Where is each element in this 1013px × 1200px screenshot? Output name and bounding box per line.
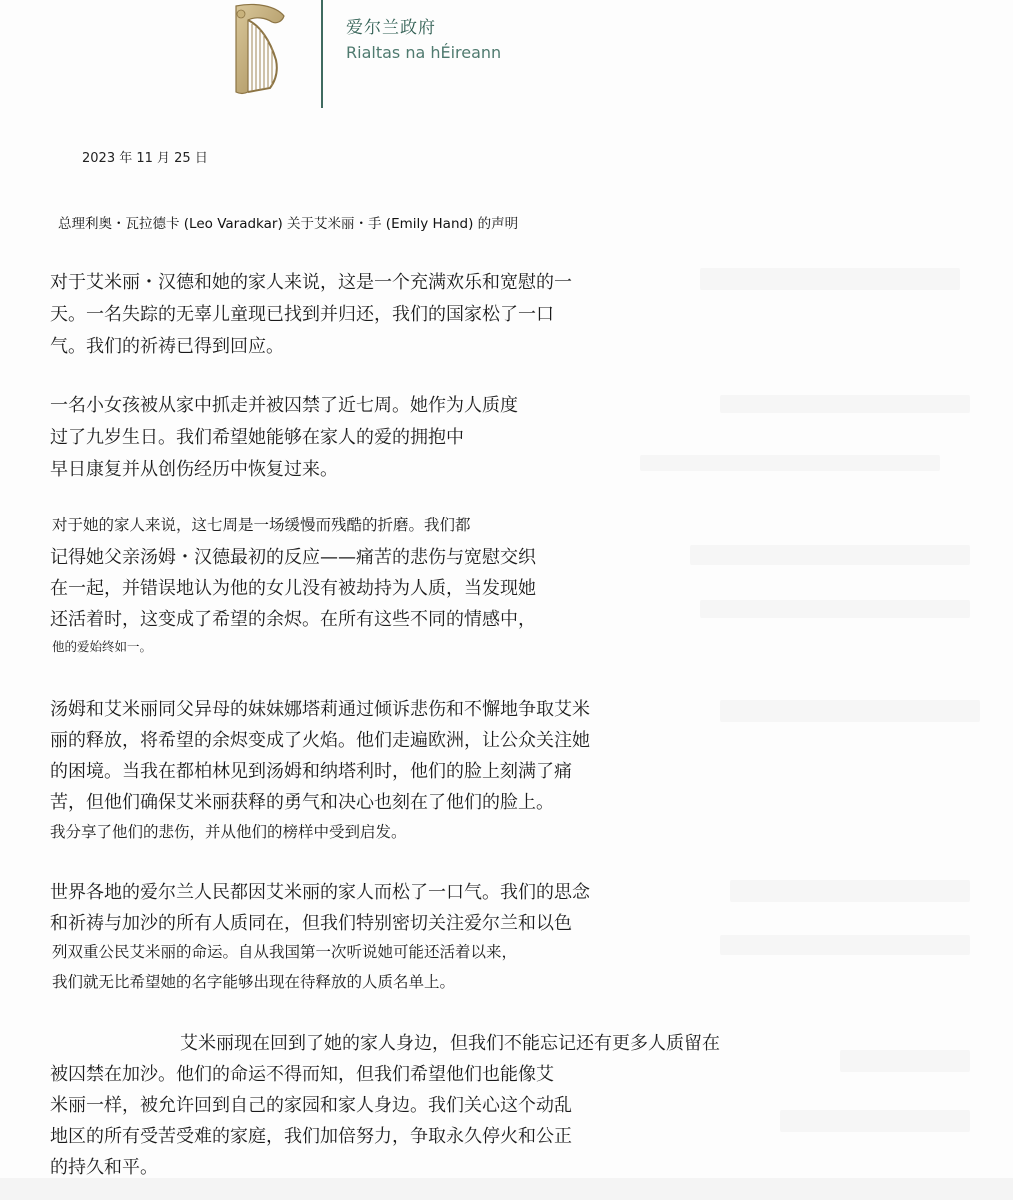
- body-line: 世界各地的爱尔兰人民都因艾米丽的家人而松了一口气。我们的思念: [50, 882, 590, 903]
- bleed-through-mark: [720, 700, 980, 722]
- body-line: 在一起，并错误地认为他的女儿没有被劫持为人质，当发现她: [50, 578, 536, 599]
- body-line: 对于艾米丽・汉德和她的家人来说，这是一个充满欢乐和宽慰的一: [50, 272, 572, 293]
- body-line: 我分享了他们的悲伤，并从他们的榜样中受到启发。: [50, 823, 407, 841]
- harp-emblem-icon: [226, 0, 290, 100]
- statement-title: 总理利奥・瓦拉德卡 (Leo Varadkar) 关于艾米丽・手 (Emily Hand) 的声明: [58, 216, 519, 232]
- bleed-through-mark: [780, 1110, 970, 1132]
- body-line: 气。我们的祈祷已得到回应。: [50, 336, 284, 357]
- body-line: 丽的释放，将希望的余烬变成了火焰。他们走遍欧洲，让公众关注她: [50, 730, 590, 751]
- body-line: 的持久和平。: [50, 1157, 158, 1178]
- body-line: 的困境。当我在都柏林见到汤姆和纳塔利时，他们的脸上刻满了痛: [50, 761, 572, 782]
- bleed-through-mark: [690, 545, 970, 565]
- body-line: 天。一名失踪的无辜儿童现已找到并归还，我们的国家松了一口: [50, 304, 554, 325]
- body-line: 他的爱始终如一。: [52, 639, 153, 654]
- bleed-through-mark: [730, 880, 970, 902]
- org-name-chinese: 爱尔兰政府: [346, 18, 436, 38]
- body-line: 记得她父亲汤姆・汉德最初的反应——痛苦的悲伤与宽慰交织: [50, 547, 536, 568]
- body-line: 列双重公民艾米丽的命运。自从我国第一次听说她可能还活着以来，: [52, 943, 518, 961]
- bleed-through-mark: [720, 395, 970, 413]
- body-line: 一名小女孩被从家中抓走并被囚禁了近七周。她作为人质度: [50, 395, 518, 416]
- org-name-irish: Rialtas na hÉireann: [346, 43, 502, 62]
- bleed-through-mark: [840, 1050, 970, 1072]
- body-line: 我们就无比希望她的名字能够出现在待释放的人质名单上。: [52, 973, 456, 991]
- bleed-through-mark: [720, 935, 970, 955]
- body-line: 早日康复并从创伤经历中恢复过来。: [50, 459, 338, 480]
- body-line: 被囚禁在加沙。他们的命运不得而知，但我们希望他们也能像艾: [50, 1064, 554, 1085]
- bleed-through-mark: [640, 455, 940, 471]
- body-line: 米丽一样，被允许回到自己的家园和家人身边。我们关心这个动乱: [50, 1095, 572, 1116]
- body-line: 还活着时，这变成了希望的余烬。在所有这些不同的情感中，: [50, 609, 536, 630]
- page-bottom-edge: [0, 1178, 1013, 1200]
- body-line: 艾米丽现在回到了她的家人身边，但我们不能忘记还有更多人质留在: [180, 1033, 720, 1054]
- bleed-through-mark: [700, 600, 970, 618]
- letterhead: [0, 0, 1013, 110]
- body-line: 地区的所有受苦受难的家庭，我们加倍努力，争取永久停火和公正: [50, 1126, 572, 1147]
- body-line: 苦，但他们确保艾米丽获释的勇气和决心也刻在了他们的脸上。: [50, 792, 554, 813]
- body-line: 对于她的家人来说，这七周是一场缓慢而残酷的折磨。我们都: [52, 516, 471, 534]
- letter-date: 2023 年 11 月 25 日: [82, 151, 208, 166]
- body-line: 汤姆和艾米丽同父异母的妹妹娜塔莉通过倾诉悲伤和不懈地争取艾米: [50, 699, 590, 720]
- letterhead-divider: [321, 0, 323, 108]
- body-line: 过了九岁生日。我们希望她能够在家人的爱的拥抱中: [50, 427, 464, 448]
- bleed-through-mark: [700, 268, 960, 290]
- body-line: 和祈祷与加沙的所有人质同在，但我们特别密切关注爱尔兰和以色: [50, 913, 572, 934]
